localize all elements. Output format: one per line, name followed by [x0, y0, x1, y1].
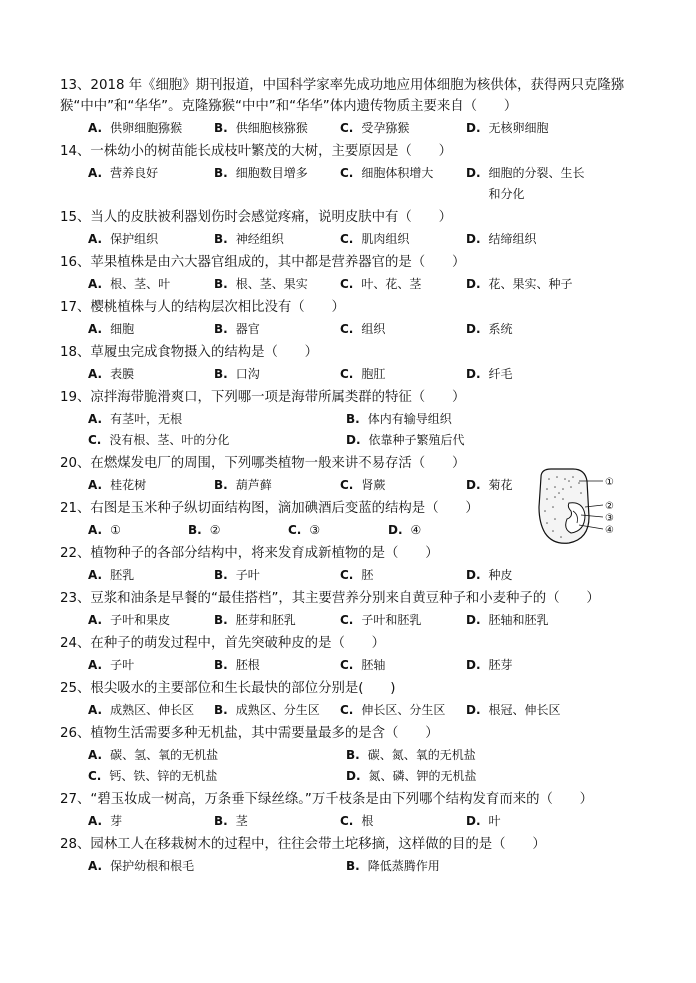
- option-d: [466, 274, 592, 295]
- question-stem: 15、当人的皮肤被利器划伤时会感觉疼痛，说明皮肤中有（ ）: [60, 210, 452, 225]
- option-group: [60, 118, 645, 139]
- option-row: [60, 700, 645, 721]
- option-b: [346, 409, 604, 430]
- option-letter: D.: [466, 613, 481, 627]
- question-stem: 17、樱桃植株与人的结构层次相比没有（ ）: [60, 300, 345, 315]
- question-stem: 16、苹果植株是由六大器官组成的，其中都是营养器官的是（ ）: [60, 255, 466, 270]
- option-letter: A.: [88, 748, 103, 762]
- option-a: [88, 610, 214, 631]
- option-text: 结缔组织: [488, 232, 537, 246]
- option-letter: B.: [346, 748, 360, 762]
- option-row: [60, 430, 645, 451]
- option-text: 保护幼根和根毛: [110, 859, 195, 873]
- option-letter: D.: [466, 703, 481, 717]
- option-letter: D.: [466, 658, 481, 672]
- option-letter: C.: [340, 478, 354, 492]
- option-text: 胚: [361, 568, 374, 582]
- option-text: 口沟: [235, 367, 260, 381]
- option-text: 叶: [488, 814, 501, 828]
- option-letter: B.: [214, 367, 228, 381]
- question-13: [60, 75, 645, 139]
- option-text: 有茎叶，无根: [110, 412, 183, 426]
- option-d: [466, 565, 592, 586]
- corn-seed-diagram: [533, 467, 625, 547]
- question-stem: 26、植物生活需要多种无机盐，其中需要量最多的是含（ ）: [60, 726, 439, 741]
- option-c: [340, 163, 466, 205]
- option-letter: C.: [288, 523, 302, 537]
- option-text: 根、茎、果实: [235, 277, 308, 291]
- option-text: 葫芦藓: [235, 478, 272, 492]
- option-letter: B.: [214, 322, 228, 336]
- option-text: 氮、磷、钾的无机盐: [368, 769, 477, 783]
- option-d: [466, 118, 592, 139]
- option-letter: D.: [466, 121, 481, 135]
- option-a: [88, 700, 214, 721]
- option-row: [60, 319, 645, 340]
- option-letter: C.: [340, 322, 354, 336]
- question-stem: 23、豆浆和油条是早餐的“最佳搭档”，其主要营养分别来自黄豆种子和小麦种子的（ ）: [60, 591, 600, 606]
- option-a: [88, 229, 214, 250]
- option-letter: A.: [88, 232, 103, 246]
- option-text: ④: [410, 523, 422, 537]
- option-a: [88, 319, 214, 340]
- option-text: 没有根、茎、叶的分化: [109, 433, 230, 447]
- option-letter: B.: [214, 478, 228, 492]
- option-letter: B.: [214, 814, 228, 828]
- option-text: 细胞数目增多: [235, 166, 308, 180]
- option-group: [60, 409, 645, 451]
- option-a: [88, 811, 214, 832]
- option-text: 降低蒸腾作用: [367, 859, 440, 873]
- option-letter: C.: [340, 277, 354, 291]
- option-text: 供卵细胞猕猴: [110, 121, 183, 135]
- question-18: [60, 342, 645, 385]
- option-b: [346, 745, 604, 766]
- option-a: [88, 745, 346, 766]
- option-text: 根: [361, 814, 374, 828]
- option-group: [60, 229, 645, 250]
- option-text: 器官: [235, 322, 260, 336]
- option-b: [214, 811, 340, 832]
- option-letter: C.: [340, 568, 354, 582]
- option-letter: B.: [214, 613, 228, 627]
- option-letter: A.: [88, 412, 103, 426]
- option-text: 胚轴和胚乳: [488, 613, 549, 627]
- option-letter: A.: [88, 859, 103, 873]
- option-letter: B.: [346, 412, 360, 426]
- option-c: [340, 229, 466, 250]
- option-letter: A.: [88, 322, 103, 336]
- option-letter: B.: [214, 658, 228, 672]
- option-letter: D.: [346, 769, 361, 783]
- option-text: 根、茎、叶: [110, 277, 171, 291]
- question-stem: 21、右图是玉米种子纵切面结构图，滴加碘酒后变蓝的结构是（ ）: [60, 501, 479, 516]
- option-row: [60, 811, 645, 832]
- option-text: 碳、氢、氧的无机盐: [110, 748, 219, 762]
- option-letter: C.: [340, 814, 354, 828]
- option-group: [60, 610, 645, 631]
- option-letter: A.: [88, 277, 103, 291]
- option-letter: D.: [388, 523, 403, 537]
- option-row: [60, 409, 645, 430]
- question-19: [60, 387, 645, 451]
- option-group: [60, 655, 645, 676]
- option-row: [60, 229, 645, 250]
- question-stem: 28、园林工人在移栽树木的过程中，往往会带土坨移摘，这样做的目的是（ ）: [60, 837, 546, 852]
- option-letter: C.: [340, 232, 354, 246]
- option-c: [340, 274, 466, 295]
- option-row: [60, 655, 645, 676]
- option-b: [214, 118, 340, 139]
- option-b: [214, 274, 340, 295]
- option-letter: D.: [466, 232, 481, 246]
- question-stem: 13、2018 年《细胞》期刊报道，中国科学家率先成功地应用体细胞为核供体，获得两只克隆猕猴“中中”和“华华”。克隆猕猴“中中”和“华华”体内遗传物质主要来自（ ）: [60, 78, 625, 114]
- option-text: 细胞的分裂、生长和分化: [488, 166, 585, 201]
- option-a: [88, 118, 214, 139]
- option-text: 胚芽: [488, 658, 513, 672]
- question-stem: 22、植物种子的各部分结构中，将来发育成新植物的是（ ）: [60, 546, 439, 561]
- option-letter: D.: [466, 367, 481, 381]
- option-group: [60, 319, 645, 340]
- option-a: [88, 475, 214, 496]
- option-d: [466, 811, 592, 832]
- option-d: [346, 430, 604, 451]
- option-b: [214, 364, 340, 385]
- option-d: [346, 766, 604, 787]
- option-text: 胚根: [235, 658, 260, 672]
- option-a: [88, 364, 214, 385]
- option-text: 碳、氮、氧的无机盐: [367, 748, 476, 762]
- option-text: 成熟区、分生区: [235, 703, 320, 717]
- option-text: 保护组织: [110, 232, 159, 246]
- option-text: 胚乳: [110, 568, 135, 582]
- figure-label-2: ②: [605, 501, 614, 512]
- option-text: 营养良好: [110, 166, 159, 180]
- option-row: [60, 118, 645, 139]
- option-letter: A.: [88, 568, 103, 582]
- option-text: 受孕猕猴: [361, 121, 410, 135]
- option-c: [88, 766, 346, 787]
- option-letter: C.: [88, 769, 102, 783]
- option-letter: A.: [88, 658, 103, 672]
- option-text: 成熟区、伸长区: [110, 703, 195, 717]
- option-letter: D.: [466, 277, 481, 291]
- question-stem: 19、凉拌海带脆滑爽口，下列哪一项是海带所属类群的特征（ ）: [60, 390, 466, 405]
- option-b: [214, 700, 340, 721]
- option-b: [214, 319, 340, 340]
- option-row: [60, 163, 645, 205]
- option-letter: C.: [88, 433, 102, 447]
- question-stem: 18、草履虫完成食物摄入的结构是（ ）: [60, 345, 319, 360]
- question-stem: 20、在燃煤发电厂的周围，下列哪类植物一般来讲不易存活（ ）: [60, 456, 466, 471]
- option-letter: C.: [340, 613, 354, 627]
- option-text: ③: [309, 523, 321, 537]
- question-26: [60, 723, 645, 787]
- option-c: [340, 565, 466, 586]
- option-c: [88, 430, 346, 451]
- question-23: [60, 588, 645, 631]
- option-text: 组织: [361, 322, 386, 336]
- option-b: [188, 520, 288, 541]
- option-text: 肾蕨: [361, 478, 386, 492]
- option-letter: C.: [340, 658, 354, 672]
- option-row: [60, 364, 645, 385]
- question-25: [60, 678, 645, 721]
- option-c: [340, 364, 466, 385]
- option-row: [60, 610, 645, 631]
- option-letter: B.: [214, 277, 228, 291]
- option-letter: A.: [88, 478, 103, 492]
- option-letter: B.: [214, 121, 228, 135]
- option-a: [88, 520, 188, 541]
- question-16: [60, 252, 645, 295]
- option-text: ②: [209, 523, 221, 537]
- option-letter: B.: [188, 523, 202, 537]
- question-stem: 27、“碧玉妆成一树高，万条垂下绿丝绦。”万千枝条是由下列哪个结构发育而来的（ ）: [60, 792, 594, 807]
- option-a: [88, 163, 214, 205]
- option-text: 依靠种子繁殖后代: [368, 433, 465, 447]
- question-24: [60, 633, 645, 676]
- question-17: [60, 297, 645, 340]
- option-text: 子叶: [110, 658, 135, 672]
- option-group: [60, 856, 645, 877]
- option-row: [60, 565, 645, 586]
- option-text: 茎: [235, 814, 248, 828]
- option-c: [340, 655, 466, 676]
- option-a: [88, 655, 214, 676]
- option-b: [214, 565, 340, 586]
- option-d: [466, 700, 592, 721]
- option-letter: A.: [88, 166, 103, 180]
- option-letter: D.: [466, 166, 481, 180]
- option-text: 无核卵细胞: [488, 121, 549, 135]
- option-group: [60, 274, 645, 295]
- option-c: [340, 610, 466, 631]
- option-text: 芽: [110, 814, 123, 828]
- option-text: 细胞体积增大: [361, 166, 434, 180]
- option-text: 子叶: [235, 568, 260, 582]
- question-14: [60, 141, 645, 205]
- option-text: ①: [110, 523, 121, 537]
- option-letter: A.: [88, 703, 103, 717]
- option-letter: D.: [466, 814, 481, 828]
- option-group: [60, 745, 645, 787]
- option-group: [60, 565, 645, 586]
- option-a: [88, 409, 346, 430]
- option-text: 花、果实、种子: [488, 277, 573, 291]
- option-group: [60, 811, 645, 832]
- option-d: [466, 655, 592, 676]
- option-text: 神经组织: [235, 232, 284, 246]
- option-c: [288, 520, 388, 541]
- option-letter: C.: [340, 121, 354, 135]
- option-group: [60, 163, 645, 205]
- option-letter: B.: [214, 166, 228, 180]
- question-stem: 25、根尖吸水的主要部位和生长最快的部位分别是( ): [60, 681, 396, 696]
- option-c: [340, 475, 466, 496]
- option-text: 根冠、伸长区: [488, 703, 561, 717]
- question-22: [60, 543, 645, 586]
- option-text: 菊花: [488, 478, 513, 492]
- option-text: 种皮: [488, 568, 513, 582]
- question-stem: 24、在种子的萌发过程中，首先突破种皮的是（ ）: [60, 636, 386, 651]
- option-d: [466, 163, 592, 205]
- option-group: [60, 364, 645, 385]
- option-letter: B.: [214, 232, 228, 246]
- option-text: 肌肉组织: [361, 232, 410, 246]
- option-letter: C.: [340, 166, 354, 180]
- option-d: [388, 520, 488, 541]
- option-row: [60, 745, 645, 766]
- option-row: [60, 766, 645, 787]
- question-27: [60, 789, 645, 832]
- option-row: [60, 856, 645, 877]
- option-letter: B.: [214, 703, 228, 717]
- option-letter: D.: [346, 433, 361, 447]
- option-d: [466, 610, 592, 631]
- option-letter: D.: [466, 478, 481, 492]
- option-text: 胚轴: [361, 658, 386, 672]
- option-letter: B.: [214, 568, 228, 582]
- option-text: 系统: [488, 322, 513, 336]
- figure-label-1: ①: [605, 477, 614, 488]
- option-letter: A.: [88, 367, 103, 381]
- question-stem: 14、一株幼小的树苗能长成枝叶繁茂的大树，主要原因是（ ）: [60, 144, 452, 159]
- option-c: [340, 811, 466, 832]
- option-letter: B.: [346, 859, 360, 873]
- option-text: 表膜: [110, 367, 135, 381]
- question-28: [60, 834, 645, 877]
- option-letter: D.: [466, 568, 481, 582]
- option-letter: A.: [88, 121, 103, 135]
- option-text: 胚芽和胚乳: [235, 613, 296, 627]
- option-b: [346, 856, 604, 877]
- option-c: [340, 700, 466, 721]
- option-b: [214, 475, 340, 496]
- option-c: [340, 118, 466, 139]
- option-a: [88, 274, 214, 295]
- option-letter: A.: [88, 523, 103, 537]
- option-b: [214, 655, 340, 676]
- corn-seed-figure: [533, 467, 625, 547]
- option-b: [214, 163, 340, 205]
- question-15: [60, 207, 645, 250]
- option-c: [340, 319, 466, 340]
- option-text: 供细胞核猕猴: [235, 121, 308, 135]
- option-a: [88, 565, 214, 586]
- option-d: [466, 229, 592, 250]
- option-d: [466, 319, 592, 340]
- option-letter: A.: [88, 814, 103, 828]
- option-letter: C.: [340, 367, 354, 381]
- option-text: 纤毛: [488, 367, 513, 381]
- option-text: 叶、花、茎: [361, 277, 422, 291]
- option-a: [88, 856, 346, 877]
- option-text: 胞肛: [361, 367, 386, 381]
- option-letter: C.: [340, 703, 354, 717]
- option-letter: D.: [466, 322, 481, 336]
- option-text: 子叶和果皮: [110, 613, 171, 627]
- option-text: 体内有输导组织: [367, 412, 452, 426]
- option-text: 桂花树: [110, 478, 147, 492]
- option-text: 细胞: [110, 322, 135, 336]
- option-b: [214, 610, 340, 631]
- option-letter: A.: [88, 613, 103, 627]
- option-d: [466, 364, 592, 385]
- figure-label-4: ④: [605, 525, 614, 536]
- option-b: [214, 229, 340, 250]
- option-text: 伸长区、分生区: [361, 703, 446, 717]
- figure-label-3: ③: [605, 513, 614, 524]
- option-row: [60, 274, 645, 295]
- option-text: 钙、铁、锌的无机盐: [109, 769, 218, 783]
- option-group: [60, 700, 645, 721]
- option-text: 子叶和胚乳: [361, 613, 422, 627]
